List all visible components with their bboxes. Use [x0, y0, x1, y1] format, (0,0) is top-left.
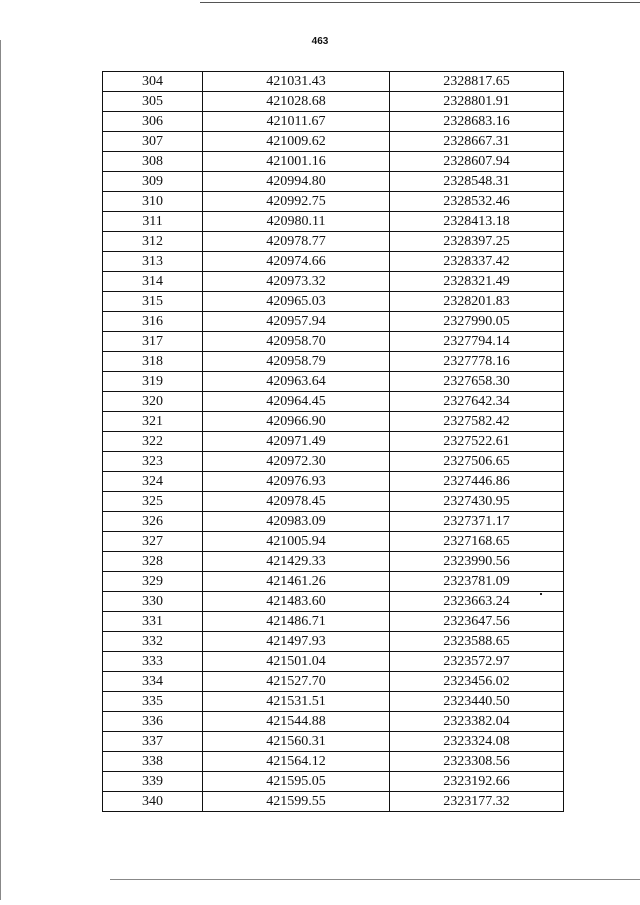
- y-coordinate-cell: 2328201.83: [390, 292, 564, 312]
- table-row: [103, 172, 564, 192]
- point-number-cell: 320: [103, 392, 203, 412]
- y-coordinate-cell: 2328321.49: [390, 272, 564, 292]
- x-coordinate-cell: 420958.70: [203, 332, 390, 352]
- y-coordinate-cell: 2328683.16: [390, 112, 564, 132]
- y-coordinate-cell: 2323588.65: [390, 632, 564, 652]
- point-number-cell: 335: [103, 692, 203, 712]
- point-number-cell: 312: [103, 232, 203, 252]
- x-coordinate-cell: 421544.88: [203, 712, 390, 732]
- point-number-cell: 323: [103, 452, 203, 472]
- point-number-cell: 324: [103, 472, 203, 492]
- point-number-cell: 305: [103, 92, 203, 112]
- y-coordinate-cell: 2328801.91: [390, 92, 564, 112]
- coordinate-table-body: [103, 72, 564, 812]
- point-number-cell: 331: [103, 612, 203, 632]
- point-number-cell: 317: [103, 332, 203, 352]
- page-number: 463: [311, 36, 329, 47]
- table-row: [103, 212, 564, 232]
- table-row: [103, 452, 564, 472]
- point-number-cell: 316: [103, 312, 203, 332]
- table-row: [103, 632, 564, 652]
- point-number-cell: 338: [103, 752, 203, 772]
- point-number-cell: 340: [103, 792, 203, 812]
- x-coordinate-cell: 421486.71: [203, 612, 390, 632]
- table-row: [103, 312, 564, 332]
- table-row: [103, 132, 564, 152]
- y-coordinate-cell: 2328667.31: [390, 132, 564, 152]
- x-coordinate-cell: 420963.64: [203, 372, 390, 392]
- y-coordinate-cell: 2327168.65: [390, 532, 564, 552]
- y-coordinate-cell: 2327582.42: [390, 412, 564, 432]
- point-number-cell: 326: [103, 512, 203, 532]
- x-coordinate-cell: 421483.60: [203, 592, 390, 612]
- bottom-scan-rule: [110, 879, 640, 880]
- table-row: [103, 532, 564, 552]
- x-coordinate-cell: 420973.32: [203, 272, 390, 292]
- y-coordinate-cell: 2328413.18: [390, 212, 564, 232]
- y-coordinate-cell: 2323781.09: [390, 572, 564, 592]
- x-coordinate-cell: 421497.93: [203, 632, 390, 652]
- table-row: [103, 112, 564, 132]
- point-number-cell: 318: [103, 352, 203, 372]
- table-row: [103, 692, 564, 712]
- y-coordinate-cell: 2323572.97: [390, 652, 564, 672]
- y-coordinate-cell: 2323382.04: [390, 712, 564, 732]
- point-number-cell: 308: [103, 152, 203, 172]
- table-row: [103, 672, 564, 692]
- x-coordinate-cell: 420972.30: [203, 452, 390, 472]
- point-number-cell: 313: [103, 252, 203, 272]
- y-coordinate-cell: 2328532.46: [390, 192, 564, 212]
- x-coordinate-cell: 421564.12: [203, 752, 390, 772]
- x-coordinate-cell: 421527.70: [203, 672, 390, 692]
- table-row: [103, 252, 564, 272]
- x-coordinate-cell: 421595.05: [203, 772, 390, 792]
- point-number-cell: 319: [103, 372, 203, 392]
- y-coordinate-cell: 2323647.56: [390, 612, 564, 632]
- y-coordinate-cell: 2323177.32: [390, 792, 564, 812]
- x-coordinate-cell: 420966.90: [203, 412, 390, 432]
- y-coordinate-cell: 2327430.95: [390, 492, 564, 512]
- point-number-cell: 336: [103, 712, 203, 732]
- x-coordinate-cell: 421028.68: [203, 92, 390, 112]
- y-coordinate-cell: 2323663.24: [390, 592, 564, 612]
- x-coordinate-cell: 421011.67: [203, 112, 390, 132]
- point-number-cell: 329: [103, 572, 203, 592]
- table-row: [103, 732, 564, 752]
- table-row: [103, 92, 564, 112]
- x-coordinate-cell: 421005.94: [203, 532, 390, 552]
- point-number-cell: 330: [103, 592, 203, 612]
- y-coordinate-cell: 2327658.30: [390, 372, 564, 392]
- y-coordinate-cell: 2323990.56: [390, 552, 564, 572]
- x-coordinate-cell: 421531.51: [203, 692, 390, 712]
- table-row: [103, 612, 564, 632]
- x-coordinate-cell: 420974.66: [203, 252, 390, 272]
- table-row: [103, 412, 564, 432]
- y-coordinate-cell: 2327990.05: [390, 312, 564, 332]
- x-coordinate-cell: 420964.45: [203, 392, 390, 412]
- x-coordinate-cell: 421501.04: [203, 652, 390, 672]
- y-coordinate-cell: 2323192.66: [390, 772, 564, 792]
- table-row: [103, 192, 564, 212]
- x-coordinate-cell: 420994.80: [203, 172, 390, 192]
- point-number-cell: 304: [103, 72, 203, 92]
- y-coordinate-cell: 2327642.34: [390, 392, 564, 412]
- point-number-cell: 310: [103, 192, 203, 212]
- point-number-cell: 306: [103, 112, 203, 132]
- table-row: [103, 772, 564, 792]
- table-row: [103, 352, 564, 372]
- point-number-cell: 314: [103, 272, 203, 292]
- x-coordinate-cell: 421001.16: [203, 152, 390, 172]
- table-row: [103, 432, 564, 452]
- point-number-cell: 311: [103, 212, 203, 232]
- y-coordinate-cell: 2328607.94: [390, 152, 564, 172]
- point-number-cell: 325: [103, 492, 203, 512]
- point-number-cell: 334: [103, 672, 203, 692]
- x-coordinate-cell: 420976.93: [203, 472, 390, 492]
- table-row: [103, 552, 564, 572]
- point-number-cell: 337: [103, 732, 203, 752]
- table-row: [103, 272, 564, 292]
- point-number-cell: 307: [103, 132, 203, 152]
- point-number-cell: 328: [103, 552, 203, 572]
- y-coordinate-cell: 2327446.86: [390, 472, 564, 492]
- table-row: [103, 652, 564, 672]
- table-row: [103, 752, 564, 772]
- table-row: [103, 512, 564, 532]
- table-row: [103, 592, 564, 612]
- x-coordinate-cell: 420957.94: [203, 312, 390, 332]
- table-row: [103, 292, 564, 312]
- point-number-cell: 315: [103, 292, 203, 312]
- y-coordinate-cell: 2323324.08: [390, 732, 564, 752]
- table-row: [103, 72, 564, 92]
- y-coordinate-cell: 2327778.16: [390, 352, 564, 372]
- table-row: [103, 472, 564, 492]
- y-coordinate-cell: 2328337.42: [390, 252, 564, 272]
- x-coordinate-cell: 421031.43: [203, 72, 390, 92]
- table-row: [103, 152, 564, 172]
- x-coordinate-cell: 420978.77: [203, 232, 390, 252]
- x-coordinate-cell: 420958.79: [203, 352, 390, 372]
- left-scan-edge: [0, 40, 1, 900]
- x-coordinate-cell: 420980.11: [203, 212, 390, 232]
- x-coordinate-cell: 421599.55: [203, 792, 390, 812]
- table-row: [103, 792, 564, 812]
- x-coordinate-cell: 421009.62: [203, 132, 390, 152]
- point-number-cell: 327: [103, 532, 203, 552]
- y-coordinate-cell: 2328817.65: [390, 72, 564, 92]
- y-coordinate-cell: 2327794.14: [390, 332, 564, 352]
- point-number-cell: 339: [103, 772, 203, 792]
- table-row: [103, 372, 564, 392]
- table-row: [103, 332, 564, 352]
- point-number-cell: 309: [103, 172, 203, 192]
- table-row: [103, 232, 564, 252]
- y-coordinate-cell: 2327506.65: [390, 452, 564, 472]
- point-number-cell: 321: [103, 412, 203, 432]
- x-coordinate-cell: 420992.75: [203, 192, 390, 212]
- x-coordinate-cell: 420978.45: [203, 492, 390, 512]
- table-row: [103, 572, 564, 592]
- y-coordinate-cell: 2323456.02: [390, 672, 564, 692]
- x-coordinate-cell: 420983.09: [203, 512, 390, 532]
- x-coordinate-cell: 420965.03: [203, 292, 390, 312]
- y-coordinate-cell: 2323308.56: [390, 752, 564, 772]
- point-number-cell: 333: [103, 652, 203, 672]
- top-scan-rule: [200, 2, 640, 3]
- y-coordinate-cell: 2327371.17: [390, 512, 564, 532]
- coordinate-table: [102, 71, 564, 812]
- y-coordinate-cell: 2327522.61: [390, 432, 564, 452]
- y-coordinate-cell: 2328548.31: [390, 172, 564, 192]
- x-coordinate-cell: 420971.49: [203, 432, 390, 452]
- table-row: [103, 492, 564, 512]
- point-number-cell: 322: [103, 432, 203, 452]
- y-coordinate-cell: 2323440.50: [390, 692, 564, 712]
- scan-speck: [540, 593, 542, 595]
- x-coordinate-cell: 421560.31: [203, 732, 390, 752]
- table-row: [103, 392, 564, 412]
- x-coordinate-cell: 421461.26: [203, 572, 390, 592]
- point-number-cell: 332: [103, 632, 203, 652]
- table-row: [103, 712, 564, 732]
- x-coordinate-cell: 421429.33: [203, 552, 390, 572]
- y-coordinate-cell: 2328397.25: [390, 232, 564, 252]
